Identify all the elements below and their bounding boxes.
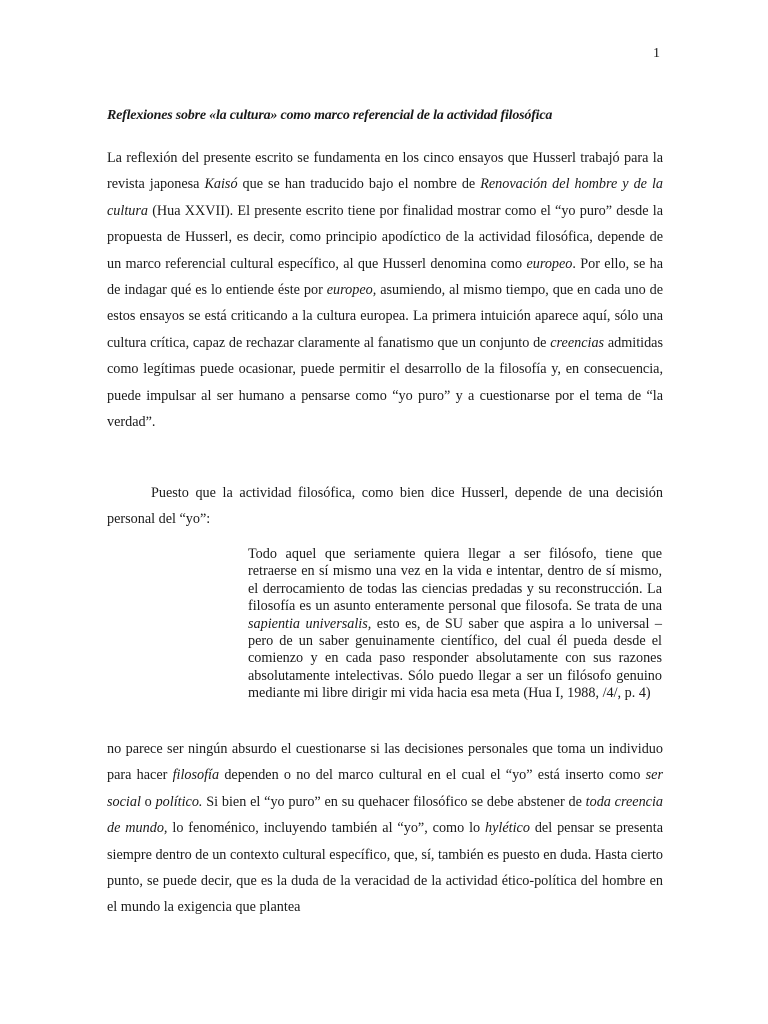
italic-run: Kaisó [204,176,238,193]
text-run: asumiendo, al mismo tiempo, que en cada uno de estos ensayos se está criticando a la cultura europea. La primera intuición aparece aquí, sólo una cultura crítica, capaz de rechazar claramente al fanatismo que un conjunto de [107,282,664,351]
text-run: admitidas como legítimas puede ocasionar, puede permitir el desarrollo de la filosofía y, en consecuencia, puede impulsar al ser humano a pensarse como “yo puro” y a cuestionarse por el tema de “la verdad”. [107,334,663,431]
italic-run: sapientia universalis, [248,615,372,632]
italic-run: europeo [526,255,573,272]
italic-run: creencias [550,334,605,351]
text-run: o [140,793,156,810]
paragraph-3 [107,736,663,921]
italic-run: hylético [485,820,530,837]
text-run: no parece ser ningún absurdo el cuestionarse si las decisiones personales que toma un individuo para hacer [107,741,663,784]
text-run: Todo aquel que seriamente quiera llegar a ser filósofo, tiene que retraerse en sí mismo una vez en la vida e intentar, dentro de sí mismo, el derrocamiento de todas las ciencias predadas y su reconstrucción. La filosofía es un asunto enteramente personal que filosofa. Se trata de una [248,546,662,615]
italic-run: filosofía [172,767,220,784]
page-number: 1 [653,46,660,61]
italic-run: ser social [107,767,663,810]
italic-run: toda creencia de mundo, [107,793,663,837]
text-run: esto es, de SU saber que aspira a lo universal –pero de un saber genuinamente científico, del cual él pueda desde el comienzo y en cada paso responder absolutamente con sus razones absolutamente intelectivas. Sólo puedo llegar a ser un filósofo genuino mediante mi libre dirigir mi vida hacia esa meta (Hua I, 1988, /4/, p. 4) [248,615,662,702]
text-run: Si bien el “yo puro” en su quehacer filosófico se debe abstener de [202,793,586,810]
text-run: (Hua XXVII). El presente escrito tiene por finalidad mostrar como el “yo puro” desde la propuesta de Husserl, es decir, como principio apodíctico de la actividad filosófica, depende de un marco referencial cultural específico, al que Husserl denomina como [107,202,663,272]
paragraph-2: Puesto que la actividad filosófica, como bien dice Husserl, depende de una decisión personal del “yo”: [107,485,663,528]
block-quote [248,546,662,703]
document-title: Reflexiones sobre «la cultura» como marco referencial de la actividad filosófica [107,108,553,123]
text-run: que se han traducido bajo el nombre de [237,176,481,193]
paragraph-1 [107,145,663,435]
text-run: del pensar se presenta siempre dentro de un contexto cultural específico, que, sí, también es puesto en duda. Hasta cierto punto, se puede decir, que es la duda de la veracidad de la actividad ético-política del hombre en el mundo la exigencia que plantea [107,820,663,916]
italic-run: Renovación del hombre y de la cultura [107,176,664,219]
italic-run: europeo, [326,282,377,299]
text-run: La reflexión del presente escrito se fundamenta en los cinco ensayos que Husserl trabajó para la revista japonesa [107,150,663,193]
text-run: . Por ello, se ha de indagar qué es lo entiende éste por [107,255,663,299]
italic-run: político. [155,793,203,810]
text-run: lo fenoménico, incluyendo también al “yo”, como lo [167,820,486,837]
text-run: dependen o no del marco cultural en el cual el “yo” está inserto como [219,767,646,784]
